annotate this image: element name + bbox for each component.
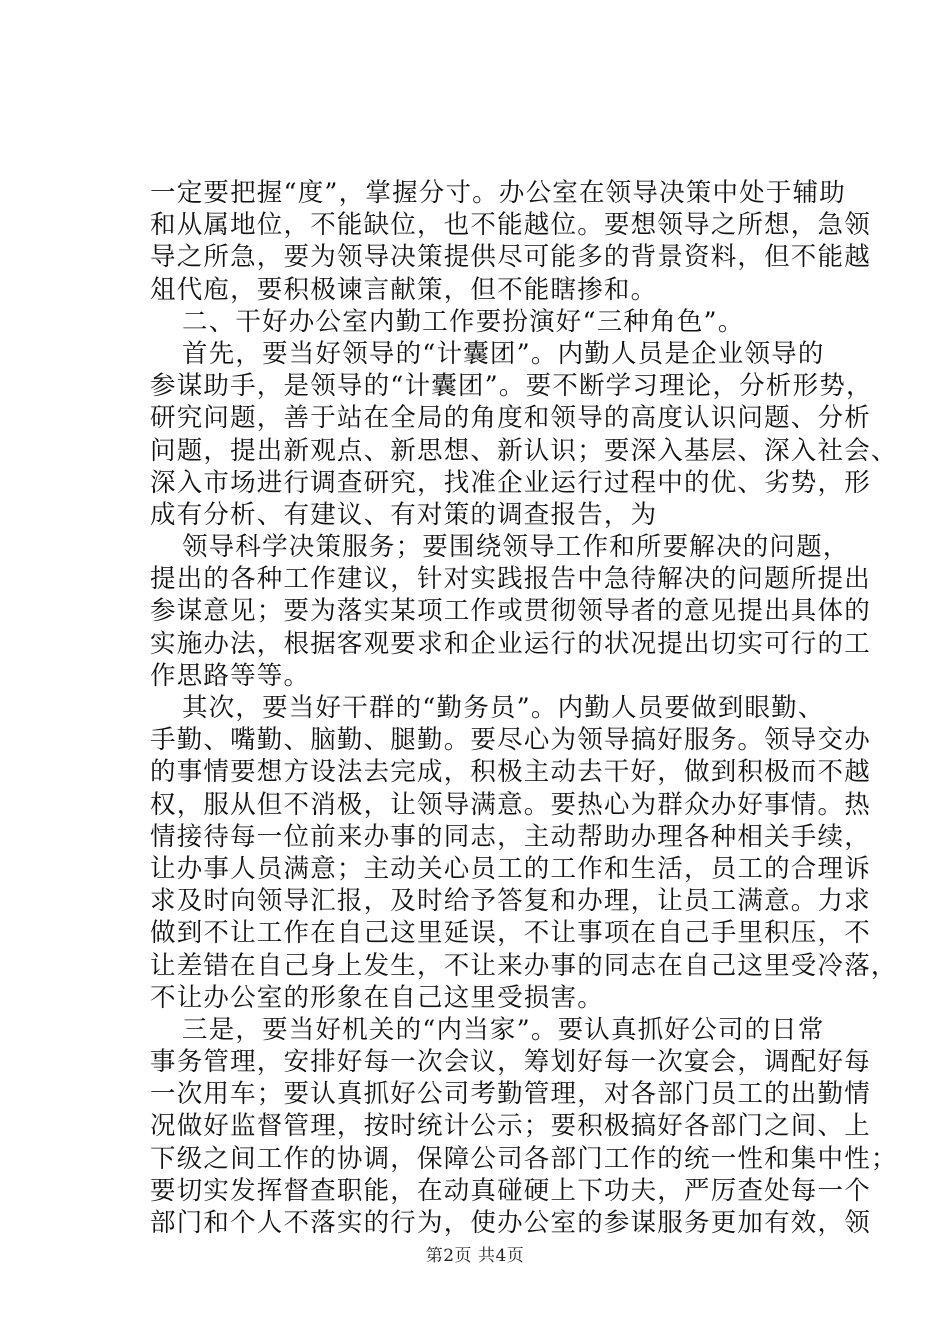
- text-line: 作思路等等。: [150, 660, 311, 691]
- text-line: 部门和个人不落实的行为，使办公室的参谋服务更加有效，领: [150, 1208, 871, 1238]
- text-line: 要切实发挥督查职能，在动真碰硬上下功夫，严厉查处每一个: [150, 1175, 871, 1206]
- text-line: 研究问题，善于站在全局的角度和领导的高度认识问题、分析: [150, 403, 871, 434]
- text-line: 做到不让工作在自己这里延误，不让事项在自己手里积压，不: [150, 918, 871, 949]
- text-line: 下级之间工作的协调，保障公司各部门工作的统一性和集中性；: [150, 1143, 898, 1174]
- text-line: 实施办法，根据客观要求和企业运行的状况提出切实可行的工: [150, 628, 871, 659]
- text-line: 权，服从但不消极，让领导满意。要热心为群众办好事情。热: [150, 789, 871, 820]
- text-line: 导之所急，要为领导决策提供尽可能多的背景资料，但不能越: [150, 242, 871, 273]
- text-line: 让办事人员满意；主动关心员工的工作和生活，员工的合理诉: [150, 853, 871, 884]
- text-line: 俎代庖，要积极谏言献策，但不能瞎掺和。: [150, 274, 658, 305]
- page-number-label: 第2页 共4页: [425, 1246, 525, 1266]
- text-line: 手勤、嘴勤、脑勤、腿勤。要尽心为领导搞好服务。领导交办: [150, 725, 871, 756]
- text-line: 成有分析、有建议、有对策的调查报告，为: [150, 499, 658, 530]
- text-line: 领导科学决策服务；要围绕领导工作和所要解决的问题，: [182, 532, 850, 563]
- text-line: 和从属地位，不能缺位，也不能越位。要想领导之所想，急领: [150, 210, 871, 241]
- text-line: 问题，提出新观点、新思想、新认识；要深入基层、深入社会、: [150, 435, 898, 466]
- text-line: 情接待每一位前来办事的同志，主动帮助办理各种相关手续，: [150, 821, 871, 852]
- text-line: 二、干好办公室内勤工作要扮演好“三种角色”。: [182, 306, 745, 337]
- text-line: 让差错在自己身上发生，不让来办事的同志在自己这里受冷落，: [150, 950, 898, 981]
- text-line: 不让办公室的形象在自己这里受损害。: [150, 982, 604, 1013]
- text-line: 三是，要当好机关的“内当家”。要认真抓好公司的日常: [182, 1014, 825, 1045]
- text-line: 参谋助手，是领导的“计囊团”。要不断学习理论，分析形势，: [150, 371, 873, 402]
- text-line: 况做好监督管理，按时统计公示；要积极搞好各部门之间、上: [150, 1111, 871, 1142]
- text-line: 首先，要当好领导的“计囊团”。内勤人员是企业领导的: [182, 338, 825, 369]
- text-line: 深入市场进行调查研究，找准企业运行过程中的优、劣势，形: [150, 467, 871, 498]
- text-line: 求及时向领导汇报，及时给予答复和办理，让员工满意。力求: [150, 886, 871, 917]
- page-footer: [0, 1244, 950, 1268]
- text-line: 的事情要想方设法去完成，积极主动去干好，做到积极而不越: [150, 757, 871, 788]
- text-line: 参谋意见；要为落实某项工作或贯彻领导者的意见提出具体的: [150, 596, 871, 627]
- text-line: 提出的各种工作建议，针对实践报告中急待解决的问题所提出: [150, 564, 871, 595]
- text-line: 其次，要当好干群的“勤务员”。内勤人员要做到眼勤、: [182, 693, 825, 723]
- text-line: 事务管理，安排好每一次会议，筹划好每一次宴会，调配好每: [150, 1047, 871, 1078]
- text-line: 一次用车；要认真抓好公司考勤管理，对各部门员工的出勤情: [150, 1079, 871, 1110]
- document-body: [150, 177, 898, 1239]
- text-line: 一定要把握“度”，掌握分寸。办公室在领导决策中处于辅助: [150, 178, 846, 208]
